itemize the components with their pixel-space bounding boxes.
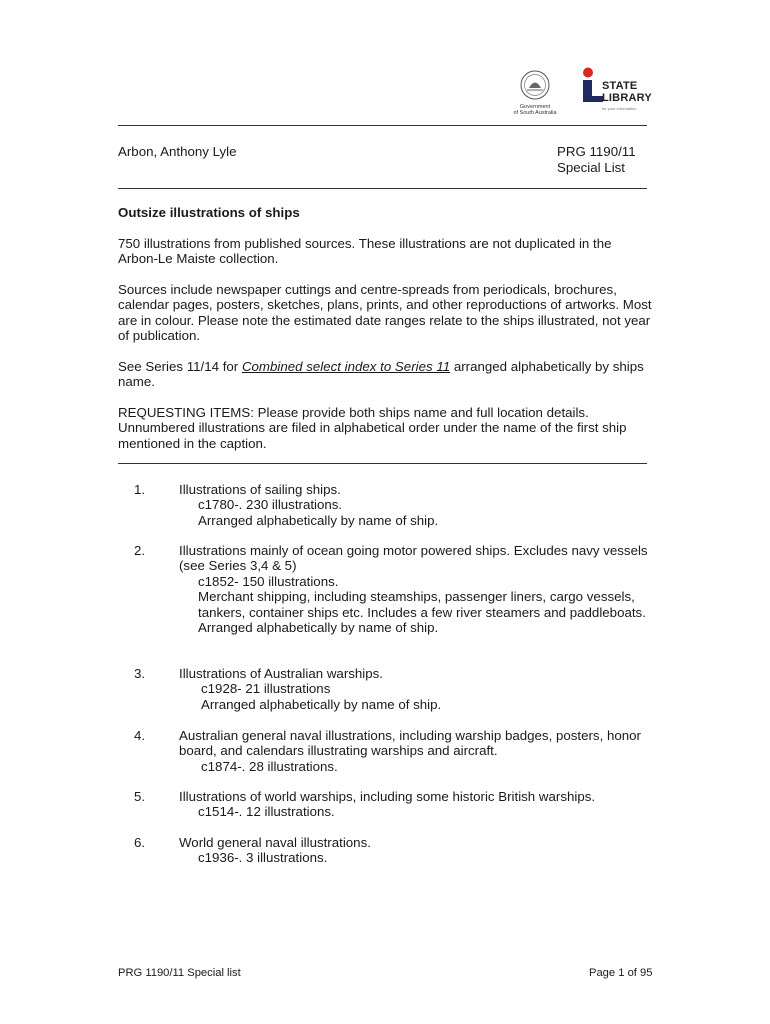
- intro-paragraph: 750 illustrations from published sources. These illustrations are not duplicated in the Arbon-Le Maiste collection.: [118, 236, 612, 267]
- item-arrangement: Arranged alphabetically by name of ship.: [198, 620, 439, 636]
- index-paragraph: [118, 359, 653, 390]
- item-notes: Merchant shipping, including steamships, passenger liners, cargo vessels, tankers, container ships etc. Includes a few river steamers and paddleboats.: [198, 589, 646, 620]
- collection-ref: PRG 1190/11: [557, 144, 636, 159]
- list-type: Special List: [557, 160, 625, 175]
- divider-top: [118, 125, 647, 126]
- requesting-items-paragraph: REQUESTING ITEMS: Please provide both ships name and full location details. Unnumbered illustrations are filed in alphabetical order under the name of the first ship mentioned in the caption.: [118, 405, 627, 451]
- item-arrangement: Arranged alphabetically by name of ship.: [201, 696, 442, 712]
- series-title: Outsize illustrations of ships: [118, 205, 300, 220]
- item-number: 4.: [134, 728, 146, 743]
- item-date-range: c1928- 21 illustrations: [201, 681, 331, 697]
- sources-paragraph: Sources include newspaper cuttings and centre-spreads from periodicals, brochures, calendar pages, posters, sketches, plans, prints, and other reproductions of artworks. Most are in colour. Please note the estimated date ranges relate to the ships illustrated, not year of publication.: [118, 282, 652, 344]
- item-number: 6.: [134, 835, 146, 850]
- sa-government-crest-icon: [505, 69, 565, 101]
- list-item: [179, 482, 649, 528]
- sa-government-logo: [505, 69, 565, 117]
- state-library-line2: LIBRARY: [602, 92, 652, 104]
- list-item: [179, 666, 649, 712]
- item-number: 2.: [134, 543, 146, 558]
- item-date-range: c1780-. 230 illustrations.: [198, 497, 343, 513]
- item-description: Illustrations of world warships, including some historic British warships.: [179, 789, 596, 804]
- list-item: [179, 835, 649, 866]
- list-item: [179, 789, 649, 820]
- item-description: Illustrations of Australian warships.: [179, 666, 383, 681]
- item-description: Australian general naval illustrations, including warship badges, posters, honor board, and calendars illustrating warships and aircraft.: [179, 728, 641, 759]
- sa-gov-line2: of South Australia: [513, 110, 557, 117]
- item-date-range: c1874-. 28 illustrations.: [201, 758, 338, 774]
- item-description: World general naval illustrations.: [179, 835, 371, 850]
- page-number: Page 1 of 95: [589, 967, 653, 979]
- item-number: 3.: [134, 666, 146, 681]
- item-date-range: c1514-. 12 illustrations.: [198, 804, 335, 820]
- index-text-before: See Series 11/14 for: [118, 359, 242, 374]
- state-library-logo: [578, 66, 663, 114]
- item-description: Illustrations of sailing ships.: [179, 482, 341, 497]
- footer-left: PRG 1190/11 Special list: [118, 967, 241, 979]
- item-date-range: c1852- 150 illustrations.: [198, 573, 339, 589]
- item-number: 1.: [134, 482, 146, 497]
- sa-gov-line1: Government: [519, 104, 551, 111]
- item-number: 5.: [134, 789, 146, 804]
- state-library-tagline: for your information: [602, 106, 637, 111]
- combined-index-link[interactable]: Combined select index to Series 11: [241, 359, 451, 374]
- state-library-i-icon: [578, 66, 604, 106]
- item-description: Illustrations mainly of ocean going motor powered ships. Excludes navy vessels (see Series 3,4 & 5): [179, 543, 648, 574]
- item-date-range: c1936-. 3 illustrations.: [198, 850, 328, 866]
- list-item: [179, 728, 649, 774]
- list-item: [179, 543, 649, 635]
- divider-header: [118, 188, 647, 189]
- collection-name: Arbon, Anthony Lyle: [118, 144, 237, 159]
- state-library-line1: STATE: [602, 80, 638, 92]
- divider-intro: [118, 463, 647, 464]
- index-text-after: arranged alphabetically by ships name.: [118, 359, 644, 390]
- item-arrangement: Arranged alphabetically by name of ship.: [198, 512, 439, 528]
